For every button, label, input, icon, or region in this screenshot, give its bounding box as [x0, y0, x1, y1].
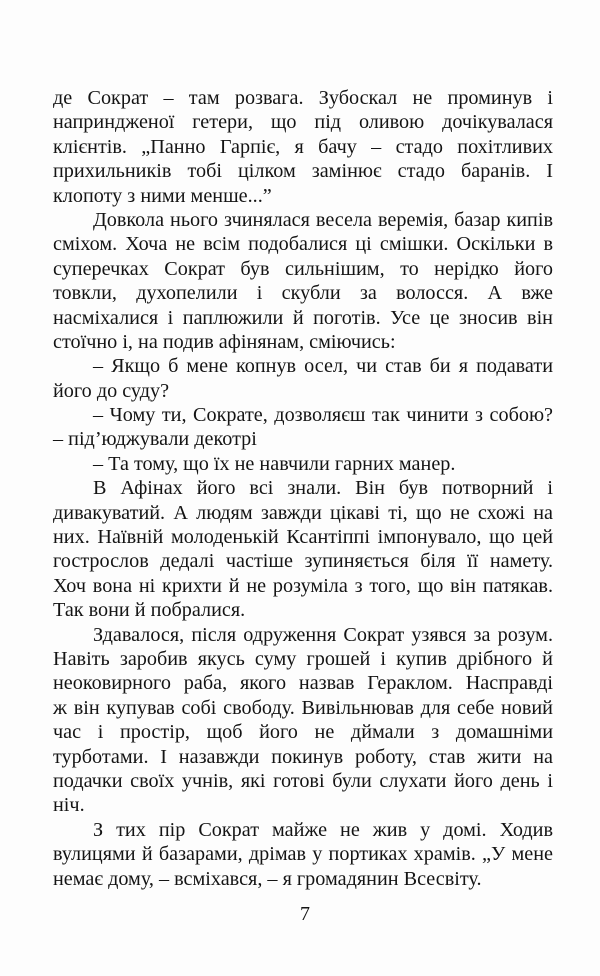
text-line: його до суду?: [53, 379, 170, 402]
text-line: Так вони й побралися.: [53, 599, 246, 622]
paragraph-first-line: Здавалося, після одруження Сократ узявся за розум.: [93, 623, 553, 646]
text-line: прихильників тобі цілком замінює стадо баранів. І: [53, 160, 553, 183]
paragraph-first-line: – Якщо б мене копнув осел, чи став би я подавати: [93, 355, 553, 378]
text-line: клопоту з ними менше...”: [53, 184, 272, 207]
text-line: сміхом. Хоча не всім подобалися ці смішки. Оскільки в: [53, 233, 553, 256]
text-line: турботами. І назавжди покинув роботу, став жити на: [53, 745, 553, 768]
body-text: [53, 86, 553, 891]
text-line: Хоч вона ні крихти й не розуміла з того, що він патякав.: [53, 574, 553, 597]
text-line: товкли, духопелили і скубли за волосся. А вже: [53, 282, 553, 305]
text-line: – під’юджували декотрі: [53, 428, 257, 451]
paragraph-first-line: – Та тому, що їх не навчили гарних манер.: [93, 452, 456, 475]
text-line: гострослов дедалі частіше зупиняється біля її намету.: [53, 550, 553, 573]
paragraph-first-line: – Чому ти, Сократе, дозволяєш так чинити з собою?: [93, 404, 553, 427]
text-line: ніч.: [53, 794, 85, 817]
text-line: дивакуватий. А людям завжди цікаві ті, що не схожі на: [53, 501, 553, 524]
text-line: неоковирного раба, якого назвав Гераклом. Насправді: [53, 672, 553, 695]
text-line: них. Наївній молоденькій Ксантіппі імпонувало, що цей: [53, 526, 553, 549]
paragraph-first-line: З тих пір Сократ майже не жив у домі. Ходив: [93, 818, 553, 841]
paragraph-first-line: В Афінах його всі знали. Він був потворний і: [93, 477, 553, 500]
text-line: час і простір, щоб його не дймали з домашніми: [53, 721, 553, 744]
text-line: немає дому, – всміхався, – я громадянин Всесвіту.: [53, 867, 482, 890]
text-line: наприндженої гетери, що під оливою дочікувалася: [53, 111, 553, 134]
text-line: клієнтів. „Панно Гарпіє, я бачу – стадо похітливих: [53, 135, 553, 158]
text-line: Навіть заробив якусь суму грошей і купив дрібного й: [53, 647, 553, 670]
paragraph-first-line: Довкола нього зчинялася весела веремія, базар кипів: [93, 208, 553, 231]
page-number: 7: [300, 903, 310, 925]
text-line: вулицями й базарами, дрімав у портиках храмів. „У мене: [53, 843, 553, 866]
text-line: подачки своїх учнів, які готові були слухати його день і: [53, 769, 553, 792]
text-line: ж він купував собі свободу. Вивільнював для себе новий: [53, 696, 553, 719]
text-line: де Сократ – там розвага. Зубоскал не проминув і: [53, 87, 553, 109]
text-line: насміхалися і паплюжили й поготів. Усе це зносив він: [53, 306, 553, 329]
text-line: суперечках Сократ був сильнішим, то нерідко його: [53, 257, 553, 280]
text-line: стоїчно і, на подив афінянам, сміючись:: [53, 330, 396, 353]
